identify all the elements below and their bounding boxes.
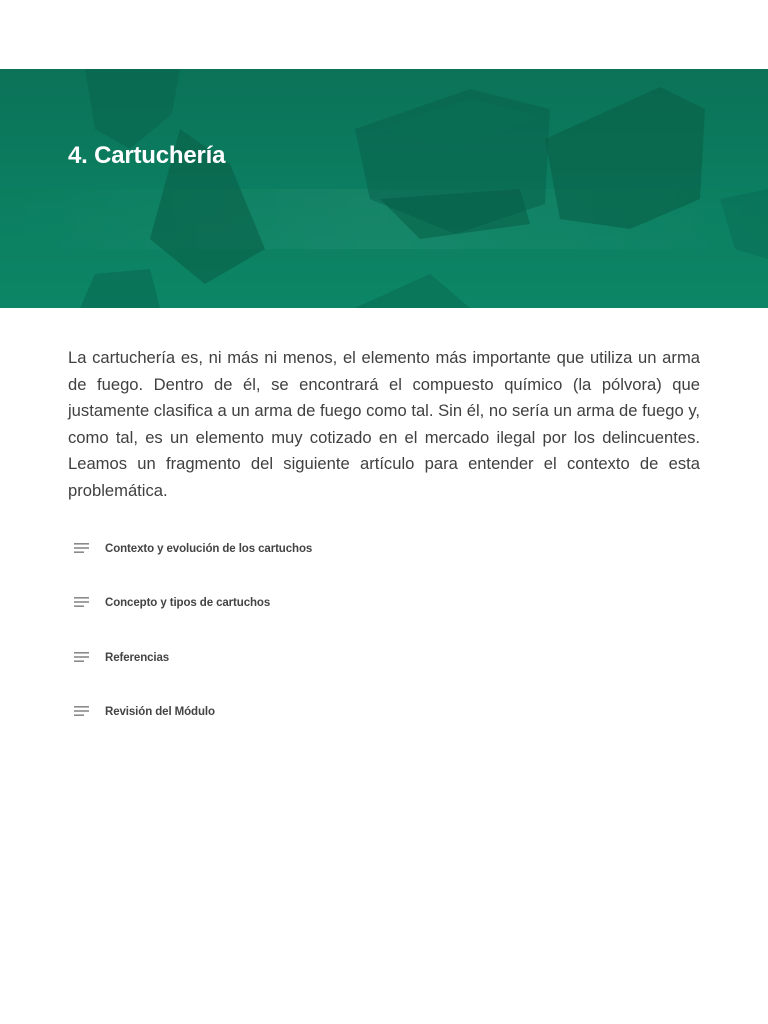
text-lines-icon (74, 705, 94, 719)
lesson-label: Contexto y evolución de los cartuchos (105, 543, 313, 556)
intro-paragraph: La cartuchería es, ni más ni menos, el elemento más importante que utiliza un arma de fuego. Dentro de él, se encontrará el compuesto químico (la pólvora) que justamente clasifica a un arma de fuego como tal. Sin él, no sería un arma de fuego y, como tal, es un elemento muy cotizado en el mercado ilegal por los delincuentes. Leamos un fragmento del siguiente artículo para entender el contexto de esta problemática. (68, 348, 700, 500)
text-lines-icon (74, 651, 94, 665)
lesson-list (68, 522, 700, 739)
lesson-item-revision[interactable] (68, 685, 700, 739)
lesson-item-concepto[interactable] (68, 576, 700, 630)
lesson-label: Revisión del Módulo (105, 706, 215, 719)
lesson-label: Referencias (105, 651, 170, 664)
lesson-label: Concepto y tipos de cartuchos (105, 597, 271, 610)
text-lines-icon (74, 596, 94, 610)
banner-background-graphic (0, 69, 768, 308)
page-title: 4. Cartuchería (68, 142, 226, 169)
text-lines-icon (74, 542, 94, 556)
header-banner (0, 69, 768, 308)
lesson-item-referencias[interactable] (68, 631, 700, 685)
lesson-item-contexto[interactable] (68, 522, 700, 576)
